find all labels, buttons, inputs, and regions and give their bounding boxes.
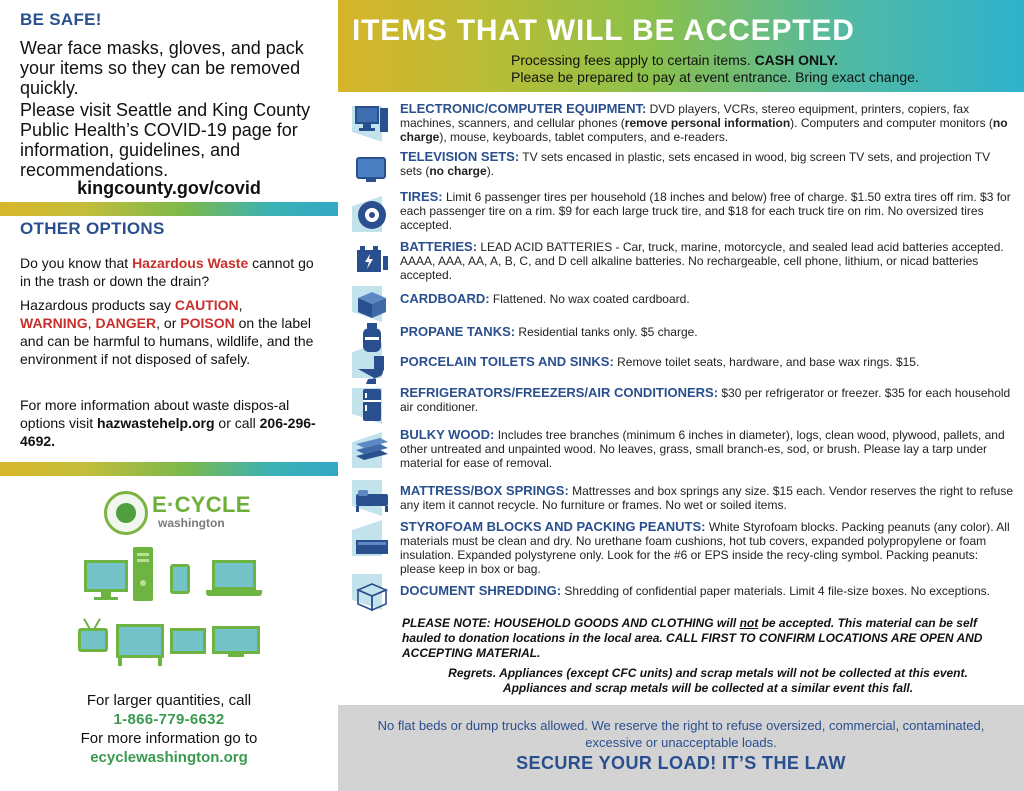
item-description xyxy=(400,484,1014,512)
document-box-icon xyxy=(354,580,390,614)
text: no charge xyxy=(400,116,1008,144)
text: White Styrofoam blocks. Packing peanuts (any color). All materials must be clean and dry. No urethane foam cushions, hot tub covers, expanded polypropylene or foam insulation. Expanded polystyrene only. Look for the #6 or EPS inside the recy-cling symbol. Packing peanuts: please keep in box or bag. xyxy=(400,520,1010,576)
text: ). Computers and computer monitors ( xyxy=(790,116,993,130)
text: remove personal information xyxy=(624,116,791,130)
item-heading: PORCELAIN TOILETS AND SINKS: xyxy=(400,354,614,369)
fees-notice xyxy=(511,52,838,68)
text: TV sets encased in plastic, sets encased in wood, big screen TV sets, and projection TV sets ( xyxy=(400,150,991,178)
text: PLEASE NOTE: HOUSEHOLD GOODS AND CLOTHING will xyxy=(402,616,740,630)
ecycle-logo xyxy=(104,491,254,535)
hazwaste-link[interactable]: hazwastehelp.org xyxy=(97,415,215,431)
divider-bar xyxy=(0,202,338,216)
divider-bar xyxy=(0,462,338,476)
text: $30 per refrigerator or freezer. $35 for each household air conditioner. xyxy=(400,386,1011,414)
console-tv-icon xyxy=(116,624,164,658)
console-tv-leg-icon xyxy=(118,658,122,666)
toilet-icon xyxy=(354,353,390,387)
flat-tv-icon xyxy=(212,626,260,654)
tablet-icon xyxy=(170,564,190,594)
mattress-icon xyxy=(354,484,390,518)
item-heading: BULKY WOOD: xyxy=(400,427,495,442)
item-heading: CARDBOARD: xyxy=(400,291,490,306)
be-safe-covid-text: Please visit Seattle and King County Public Health’s COVID-19 page for information, guidelines, and recommendations. xyxy=(20,100,311,180)
secure-load-banner: SECURE YOUR LOAD! IT’S THE LAW xyxy=(516,753,846,773)
text: Shredding of confidential paper materials. Limit 4 file-size boxes. No exceptions. xyxy=(561,584,990,598)
be-safe-title: BE SAFE! xyxy=(20,10,102,29)
text: , xyxy=(238,297,243,313)
text: Processing fees apply to certain items. xyxy=(511,52,755,68)
console-tv-leg-icon xyxy=(158,658,162,666)
propane-tank-icon xyxy=(354,321,390,355)
more-info-paragraph xyxy=(20,396,326,450)
item-description xyxy=(400,292,1014,306)
text: LEAD ACID BATTERIES - Car, truck, marine, motorcycle, and sealed lead acid batteries accepted. AAAA, AAA, AA, A, B, C, and D cell alkaline batteries. No rechargeable, cell phone, lithium, or nicad batteries accepted. xyxy=(400,240,1004,282)
text: Includes tree branches (minimum 6 inches in diameter), logs, clean wood, plywood, pallets, and other untreated and unpainted wood. No leaves, grass, small branch-es, sod, or brush. Please lay a tarp under material for ease of removal. xyxy=(400,428,1005,470)
restrictions-text: No flat beds or dump trucks allowed. We reserve the right to refuse oversized, commercial, contaminated, excessive or unacceptable loads. xyxy=(377,718,985,750)
accepted-items-header xyxy=(338,0,1024,92)
accepted-items-list xyxy=(338,92,1024,705)
refrigerator-icon xyxy=(354,388,390,422)
battery-icon xyxy=(354,244,390,278)
crt-monitor-icon xyxy=(170,628,206,654)
item-description xyxy=(400,102,1014,144)
item-heading: DOCUMENT SHREDDING: xyxy=(400,583,562,598)
text: Regrets. Appliances (except CFC units) and scrap metals will not be collected at this event. xyxy=(448,666,968,680)
tower-slot-icon xyxy=(137,559,149,562)
item-description xyxy=(400,584,1014,598)
item-description xyxy=(400,325,1014,339)
text: Remove toilet seats, hardware, and base wax rings. $15. xyxy=(613,355,920,369)
hazardous-waste-label: Hazardous Waste xyxy=(132,255,249,271)
footer xyxy=(338,705,1024,791)
text: Residential tanks only. $5 charge. xyxy=(515,325,698,339)
item-heading: ELECTRONIC/COMPUTER EQUIPMENT: xyxy=(400,101,647,116)
ecycle-phone[interactable]: 1-866-779-6632 xyxy=(113,711,225,728)
text: Do you know that xyxy=(20,255,133,271)
item-heading: PROPANE TANKS: xyxy=(400,324,516,339)
text: ). xyxy=(486,164,495,178)
item-description xyxy=(400,355,1014,369)
tv-icon xyxy=(354,154,390,188)
styrofoam-icon xyxy=(354,532,390,566)
text: or call xyxy=(214,415,260,431)
text: Mattresses and box springs any size. $15 each. Vendor reserves the right to refuse any item it cannot recycle. No furniture or frames. No wet or soiled items. xyxy=(400,484,1014,512)
be-safe-text: Wear face masks, gloves, and pack your items so they can be removed quickly. xyxy=(20,38,304,98)
caution-label: CAUTION xyxy=(174,297,239,313)
item-heading: TIRES: xyxy=(400,189,443,204)
wood-icon xyxy=(354,434,390,468)
tower-button-icon xyxy=(140,580,146,586)
item-description xyxy=(400,386,1014,414)
item-heading: TELEVISION SETS: xyxy=(400,149,520,164)
item-description xyxy=(400,150,1014,178)
item-heading: MATTRESS/BOX SPRINGS: xyxy=(400,483,569,498)
text: ), mouse, keyboards, tablet computers, and e-readers. xyxy=(439,130,729,144)
more-info-text: For more information go to xyxy=(80,730,258,747)
text: Hazardous products say xyxy=(20,297,175,313)
text: on the label and can be harmful to humans, wildlife, and the environment if not disposed of safely. xyxy=(20,315,314,367)
warning-labels-paragraph xyxy=(20,296,326,368)
laptop-icon xyxy=(212,560,256,590)
text: Flattened. No wax coated cardboard. xyxy=(489,292,690,306)
item-description xyxy=(400,520,1014,576)
exact-change-notice: Please be prepared to pay at event entrance. Bring exact change. xyxy=(511,69,919,85)
text: not xyxy=(739,616,759,630)
hazardous-waste-paragraph xyxy=(20,254,326,290)
item-description xyxy=(400,190,1014,232)
item-heading: REFRIGERATORS/FREEZERS/AIR CONDITIONERS: xyxy=(400,385,719,400)
page-title: ITEMS THAT WILL BE ACCEPTED xyxy=(352,14,855,47)
hazwaste-phone[interactable]: 206-296-4692. xyxy=(20,415,316,449)
text: , or xyxy=(156,315,181,331)
left-panel xyxy=(0,0,338,791)
tower-slot-icon xyxy=(137,553,149,556)
text: cannot go in the trash or down the drain? xyxy=(20,255,314,289)
ecycle-name: E·CYCLE xyxy=(152,492,251,517)
ecycle-subtitle: washington xyxy=(158,516,225,530)
other-options-title: OTHER OPTIONS xyxy=(20,219,165,238)
text: Appliances and scrap metals will be collected at a similar event this fall. xyxy=(502,681,914,695)
danger-label: DANGER xyxy=(95,315,157,331)
cash-only-label: CASH ONLY. xyxy=(754,52,839,68)
regrets-note xyxy=(402,666,1014,696)
text: DVD players, VCRs, stereo equipment, printers, copiers, fax machines, scanners, and cellular phones ( xyxy=(400,102,970,130)
text: For more information about waste dispos-al options visit xyxy=(20,397,290,431)
recycle-plug-icon xyxy=(104,491,148,535)
larger-quantities-text: For larger quantities, call xyxy=(86,692,252,709)
text: be accepted. This material can be self hauled to donation locations in the local area. CALL FIRST TO CONFIRM LOCATIONS ARE OPEN AND ACCEPTING MATERIAL. xyxy=(402,616,983,660)
computer-icon xyxy=(354,104,390,138)
flat-tv-base-icon xyxy=(228,654,244,657)
text: Limit 6 passenger tires per household (18 inches and below) free of charge. $1.50 extra tires off rim. $3 for each passenger tire on a rim. $9 for each large truck tire, and $18 for each truck tire on rim. No oversized tires accepted. xyxy=(400,190,1011,232)
warning-label: WARNING xyxy=(20,315,88,331)
ecycle-link[interactable]: ecyclewashington.org xyxy=(90,749,248,766)
covid-link[interactable]: kingcounty.gov/covid xyxy=(77,178,261,198)
text: , xyxy=(87,315,96,331)
household-goods-note xyxy=(402,616,1014,661)
poison-label: POISON xyxy=(180,315,235,331)
item-description xyxy=(400,428,1014,470)
item-heading: STYROFOAM BLOCKS AND PACKING PEANUTS: xyxy=(400,519,706,534)
item-heading: BATTERIES: xyxy=(400,239,478,254)
item-description xyxy=(400,240,1014,282)
monitor-base-icon xyxy=(94,597,118,600)
laptop-base-icon xyxy=(206,590,262,596)
box-icon xyxy=(354,288,390,322)
monitor-icon xyxy=(84,560,128,592)
old-tv-icon xyxy=(78,628,108,652)
text: no charge xyxy=(429,164,487,178)
tire-icon xyxy=(354,198,390,232)
